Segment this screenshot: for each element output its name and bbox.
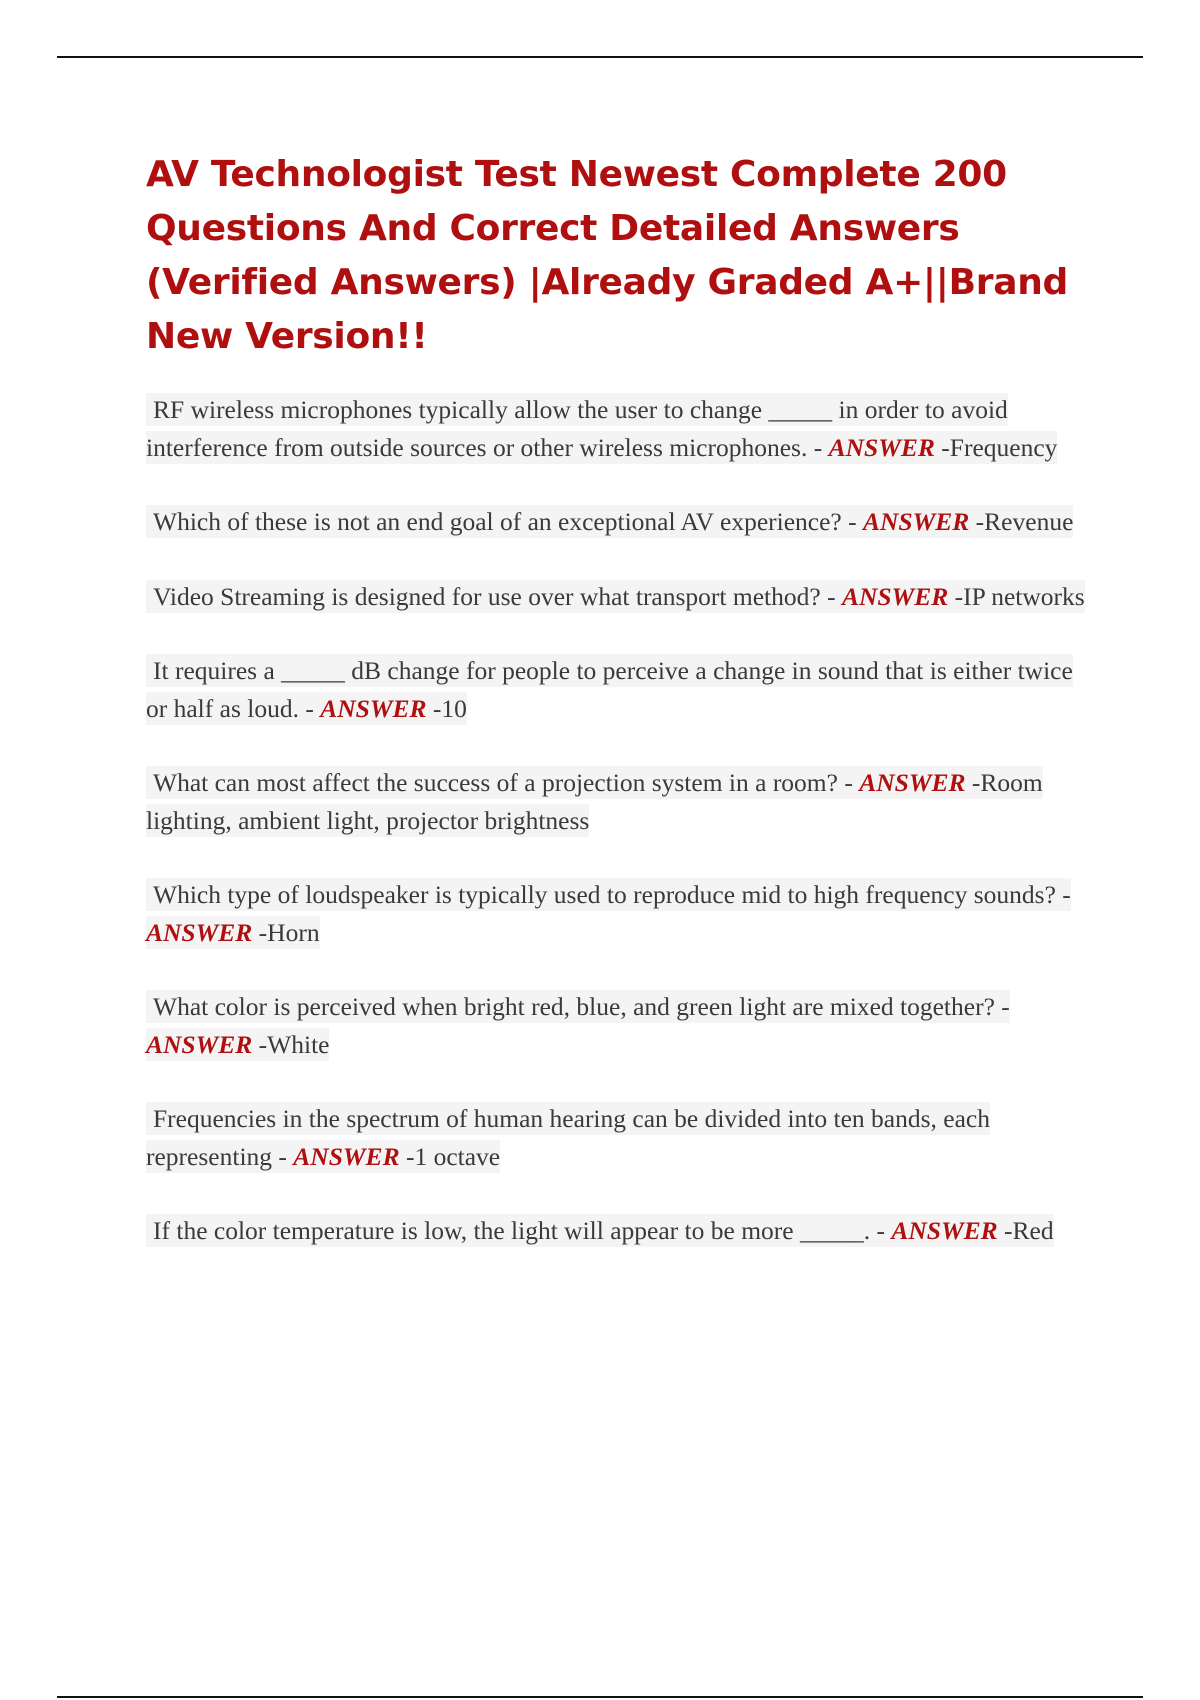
qa-item	[146, 652, 1096, 727]
question-text: Frequencies in the spectrum of human hearing can be divided into ten bands, each representing	[146, 1104, 990, 1171]
document-body	[146, 148, 1096, 1287]
question-text: If the color temperature is low, the light will appear to be more _____.	[153, 1216, 871, 1245]
answer-separator: -	[934, 432, 950, 462]
qa-item	[146, 1212, 1096, 1250]
qa-item	[146, 876, 1096, 951]
qa-item	[146, 1100, 1096, 1175]
question-text: Video Streaming is designed for use over what transport method?	[153, 581, 821, 611]
answer-separator: -	[252, 1029, 268, 1059]
answer-text: 10	[441, 693, 467, 723]
answer-separator: -	[965, 768, 981, 797]
qa-item	[146, 503, 1096, 541]
answer-separator: -	[841, 507, 863, 536]
question-text: Which type of loudspeaker is typically used to reproduce mid to high frequency sounds?	[153, 880, 1056, 909]
qa-item	[146, 764, 1096, 839]
answer-separator: -	[1055, 880, 1071, 909]
question-text: What color is perceived when bright red, blue, and green light are mixed together?	[153, 992, 995, 1021]
answer-text: Horn	[267, 917, 320, 947]
question-text: Which of these is not an end goal of an exceptional AV experience?	[153, 507, 842, 536]
answer-label: ANSWER	[891, 1216, 998, 1245]
answer-label: ANSWER	[828, 432, 935, 462]
qa-highlight	[146, 766, 1043, 837]
answer-separator: -	[426, 693, 442, 723]
answer-separator: -	[969, 507, 985, 536]
answer-separator: -	[272, 1141, 294, 1171]
bottom-rule	[57, 1696, 1143, 1698]
qa-highlight	[146, 1102, 990, 1173]
answer-separator: -	[994, 992, 1010, 1021]
answer-label: ANSWER	[146, 917, 253, 947]
answer-separator: -	[870, 1216, 892, 1245]
answer-separator: -	[399, 1141, 415, 1171]
answer-text: Revenue	[984, 507, 1074, 536]
answer-text: IP networks	[963, 581, 1085, 611]
answer-text: White	[267, 1029, 330, 1059]
question-text: What can most affect the success of a projection system in a room?	[153, 768, 838, 797]
answer-label: ANSWER	[863, 507, 970, 536]
answer-text: 1 octave	[414, 1141, 501, 1171]
top-rule	[57, 56, 1143, 58]
answer-label: ANSWER	[146, 1029, 253, 1059]
question-text: It requires a _____ dB change for people to perceive a change in sound that is either twice or half as loud.	[146, 656, 1073, 723]
answer-label: ANSWER	[859, 768, 966, 797]
qa-highlight	[146, 393, 1057, 464]
answer-text: Frequency	[949, 432, 1058, 462]
answer-separator: -	[820, 581, 842, 611]
qa-item	[146, 578, 1096, 616]
answer-text: Red	[1012, 1216, 1054, 1245]
qa-highlight	[146, 990, 1010, 1061]
answer-separator: -	[997, 1216, 1013, 1245]
answer-separator: -	[948, 581, 964, 611]
answer-label: ANSWER	[320, 693, 427, 723]
document-title: AV Technologist Test Newest Complete 200 Questions And Correct Detailed Answers (Verified Answers) |Already Graded A+||Brand New Version!!	[146, 154, 1069, 357]
qa-item	[146, 988, 1096, 1063]
answer-text: Room lighting, ambient light, projector brightness	[146, 768, 1043, 835]
answer-separator: -	[807, 432, 829, 462]
qa-highlight	[146, 505, 1073, 538]
answer-label: ANSWER	[841, 581, 949, 611]
qa-item	[146, 391, 1096, 466]
answer-separator: -	[837, 768, 860, 797]
answer-separator: -	[298, 693, 321, 723]
qa-highlight	[146, 580, 1085, 613]
answer-separator: -	[252, 917, 268, 947]
qa-highlight	[146, 878, 1071, 949]
question-text: RF wireless microphones typically allow the user to change _____ in order to avoid interference from outside sources or other wireless microphones.	[146, 395, 1008, 462]
qa-highlight	[146, 654, 1073, 725]
answer-label: ANSWER	[293, 1141, 400, 1171]
qa-highlight	[146, 1214, 1054, 1247]
qa-list	[146, 391, 1096, 1250]
